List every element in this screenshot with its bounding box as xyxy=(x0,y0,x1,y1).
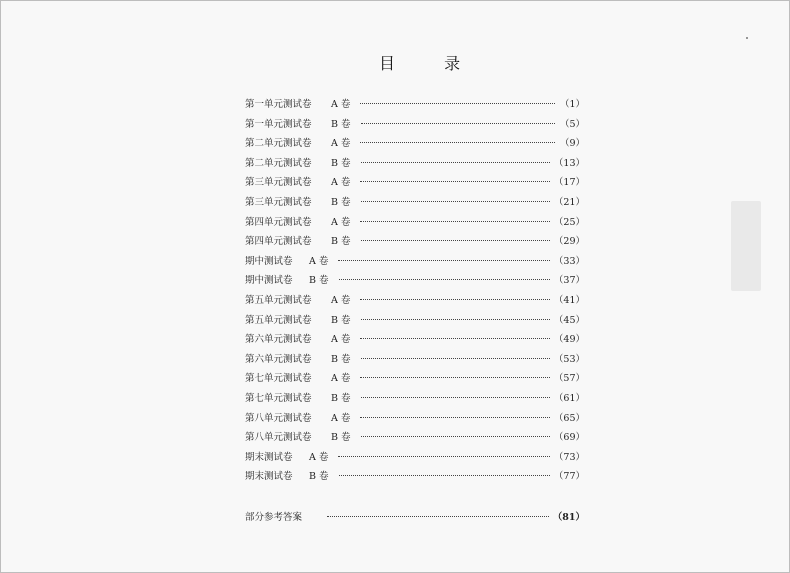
toc-entry-page: （5） xyxy=(559,118,585,130)
dot-leader xyxy=(360,103,555,104)
toc-entry-page: （69） xyxy=(553,432,585,444)
toc-entry-name: 期中测试卷 xyxy=(245,255,293,267)
toc-entry-page: （21） xyxy=(553,196,585,208)
toc-entry-version: B 卷 xyxy=(331,118,351,130)
toc-entry[interactable] xyxy=(245,429,585,449)
dot-leader xyxy=(338,456,550,457)
toc-entry-version: A 卷 xyxy=(331,294,351,306)
toc-entry-version: B 卷 xyxy=(331,196,351,208)
toc-entry-version: A 卷 xyxy=(309,255,329,267)
toc-entry-page: （29） xyxy=(553,236,585,248)
toc-entry-page: （57） xyxy=(553,373,585,385)
toc-entry[interactable] xyxy=(245,390,585,410)
toc-entry-version: A 卷 xyxy=(331,138,351,150)
toc-entry-version: B 卷 xyxy=(309,275,329,287)
toc-entry-version: A 卷 xyxy=(331,177,351,189)
dot-leader xyxy=(361,240,550,241)
toc-entry-version: A 卷 xyxy=(331,99,351,110)
toc-entry-page: （61） xyxy=(553,392,585,404)
toc-entry-name: 第三单元测试卷 xyxy=(245,177,312,189)
toc-entry-version: B 卷 xyxy=(331,392,351,404)
toc-entry[interactable] xyxy=(245,135,585,155)
dot-leader xyxy=(361,319,550,320)
toc-entry-page: （77） xyxy=(553,471,585,483)
toc-entry-name: 第八单元测试卷 xyxy=(245,412,312,424)
toc-entry-page: （13） xyxy=(553,157,585,169)
toc-entry-page: （17） xyxy=(553,177,585,189)
toc-entry-version: B 卷 xyxy=(331,236,351,248)
toc-entry-name: 第二单元测试卷 xyxy=(245,138,312,150)
toc-entry[interactable] xyxy=(245,449,585,469)
dot-leader xyxy=(339,475,550,476)
toc-entry[interactable] xyxy=(245,370,585,390)
toc-entry-name: 第六单元测试卷 xyxy=(245,334,312,346)
toc-entry-page: （45） xyxy=(553,314,585,326)
toc-entry-name: 期末测试卷 xyxy=(245,471,293,483)
toc-entry-version: A 卷 xyxy=(331,412,351,424)
dot-leader xyxy=(361,358,550,359)
page-title: 目 录 xyxy=(379,54,483,73)
toc-entry-page: （9） xyxy=(559,138,585,150)
toc-entry-page: （33） xyxy=(553,255,585,267)
toc-entry[interactable] xyxy=(245,194,585,214)
dot-leader xyxy=(360,338,550,339)
toc-entry-page: （25） xyxy=(553,216,585,228)
toc-entry-page: （65） xyxy=(553,412,585,424)
toc-entry-name: 第五单元测试卷 xyxy=(245,314,312,326)
dot-leader xyxy=(361,436,550,437)
toc-entry-name: 第七单元测试卷 xyxy=(245,373,312,385)
dot-leader xyxy=(360,142,555,143)
toc-entry-page: （1） xyxy=(559,99,585,110)
dot-leader xyxy=(339,279,550,280)
toc-entry[interactable] xyxy=(245,292,585,312)
toc-entry[interactable] xyxy=(245,214,585,234)
corner-mark xyxy=(746,37,748,39)
toc-entry[interactable] xyxy=(245,272,585,292)
toc-entry[interactable] xyxy=(245,233,585,253)
dot-leader xyxy=(360,181,550,182)
toc-entry-version: A 卷 xyxy=(309,451,329,463)
dot-leader xyxy=(361,201,550,202)
paper-smudge xyxy=(731,201,761,291)
toc-entry-version: B 卷 xyxy=(331,157,351,169)
dot-leader xyxy=(360,417,550,418)
toc-entry-version: B 卷 xyxy=(331,314,351,326)
toc-entry-page: （37） xyxy=(553,275,585,287)
toc-entry[interactable] xyxy=(245,174,585,194)
toc-entry-name: 第五单元测试卷 xyxy=(245,294,312,306)
toc-entry[interactable] xyxy=(245,351,585,371)
dot-leader xyxy=(327,516,549,517)
dot-leader xyxy=(361,162,550,163)
toc-entry[interactable] xyxy=(245,116,585,136)
toc-entry[interactable] xyxy=(245,96,585,116)
toc-entry-page: （49） xyxy=(553,334,585,346)
toc-entry[interactable] xyxy=(245,253,585,273)
toc-entry-name: 第四单元测试卷 xyxy=(245,216,312,228)
toc-entry-page: （81） xyxy=(552,512,585,523)
toc-entry-name: 期末测试卷 xyxy=(245,451,293,463)
toc-entry-name: 期中测试卷 xyxy=(245,275,293,287)
toc-entry-name: 第一单元测试卷 xyxy=(245,99,312,110)
toc-entry[interactable] xyxy=(245,312,585,332)
toc-entry-name: 第六单元测试卷 xyxy=(245,353,312,365)
dot-leader xyxy=(360,299,550,300)
toc-entry-page: （53） xyxy=(553,353,585,365)
dot-leader xyxy=(360,377,550,378)
toc-entry-name: 部分参考答案 xyxy=(245,512,303,523)
toc-entry-version: B 卷 xyxy=(309,471,329,483)
toc-entry-version: B 卷 xyxy=(331,353,351,365)
toc-entry-name: 第八单元测试卷 xyxy=(245,432,312,444)
dot-leader xyxy=(361,123,555,124)
toc-entry-version: A 卷 xyxy=(331,373,351,385)
toc-entry-name: 第二单元测试卷 xyxy=(245,157,312,169)
toc-entry[interactable] xyxy=(245,468,585,488)
toc-entry-name: 第三单元测试卷 xyxy=(245,196,312,208)
toc-entry-version: A 卷 xyxy=(331,334,351,346)
dot-leader xyxy=(338,260,550,261)
table-of-contents xyxy=(245,96,585,488)
toc-entry-answers[interactable] xyxy=(245,509,585,523)
toc-entry-name: 第七单元测试卷 xyxy=(245,392,312,404)
toc-entry[interactable] xyxy=(245,410,585,430)
toc-entry-name: 第一单元测试卷 xyxy=(245,118,312,130)
toc-entry-page: （73） xyxy=(553,451,585,463)
toc-entry[interactable] xyxy=(245,155,585,175)
toc-entry[interactable] xyxy=(245,331,585,351)
toc-entry-version: A 卷 xyxy=(331,216,351,228)
toc-entry-version: B 卷 xyxy=(331,432,351,444)
toc-entry-page: （41） xyxy=(553,294,585,306)
dot-leader xyxy=(360,221,550,222)
dot-leader xyxy=(361,397,550,398)
toc-entry-name: 第四单元测试卷 xyxy=(245,236,312,248)
